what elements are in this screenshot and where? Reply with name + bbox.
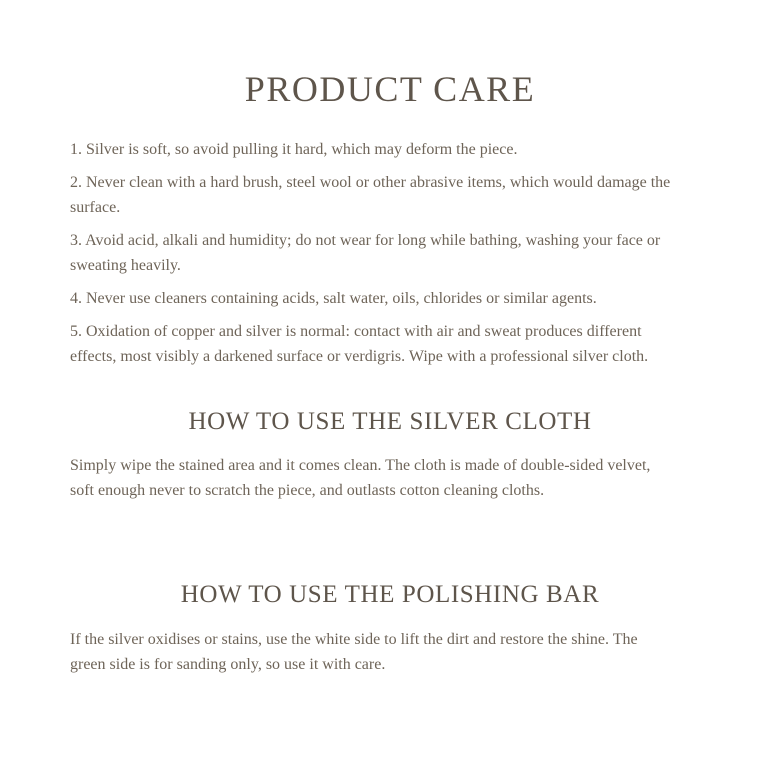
care-item-2: 2. Never clean with a hard brush, steel wool or other abrasive items, which would damage the surface. bbox=[70, 174, 671, 216]
page-title: PRODUCT CARE bbox=[244, 69, 536, 109]
polishing-bar-text: If the silver oxidises or stains, use the white side to lift the dirt and restore the shine. The green side is for sanding only, so use it with care. bbox=[70, 631, 638, 673]
silver-cloth-text: Simply wipe the stained area and it comes clean. The cloth is made of double-sided velvet, soft enough never to scratch the piece, and outlasts cotton cleaning cloths. bbox=[70, 457, 651, 499]
polishing-bar-heading: HOW TO USE THE POLISHING BAR bbox=[180, 581, 600, 608]
silver-cloth-heading: HOW TO USE THE SILVER CLOTH bbox=[188, 408, 592, 435]
care-item-4: 4. Never use cleaners containing acids, salt water, oils, chlorides or similar agents. bbox=[70, 290, 597, 307]
care-item-1: 1. Silver is soft, so avoid pulling it hard, which may deform the piece. bbox=[70, 141, 518, 158]
care-item-3: 3. Avoid acid, alkali and humidity; do not wear for long while bathing, washing your face or sweating heavily. bbox=[70, 232, 661, 274]
care-item-5: 5. Oxidation of copper and silver is normal: contact with air and sweat produces different effects, most visibly a darkened surface or verdigris. Wipe with a professional silver cloth. bbox=[70, 323, 649, 365]
